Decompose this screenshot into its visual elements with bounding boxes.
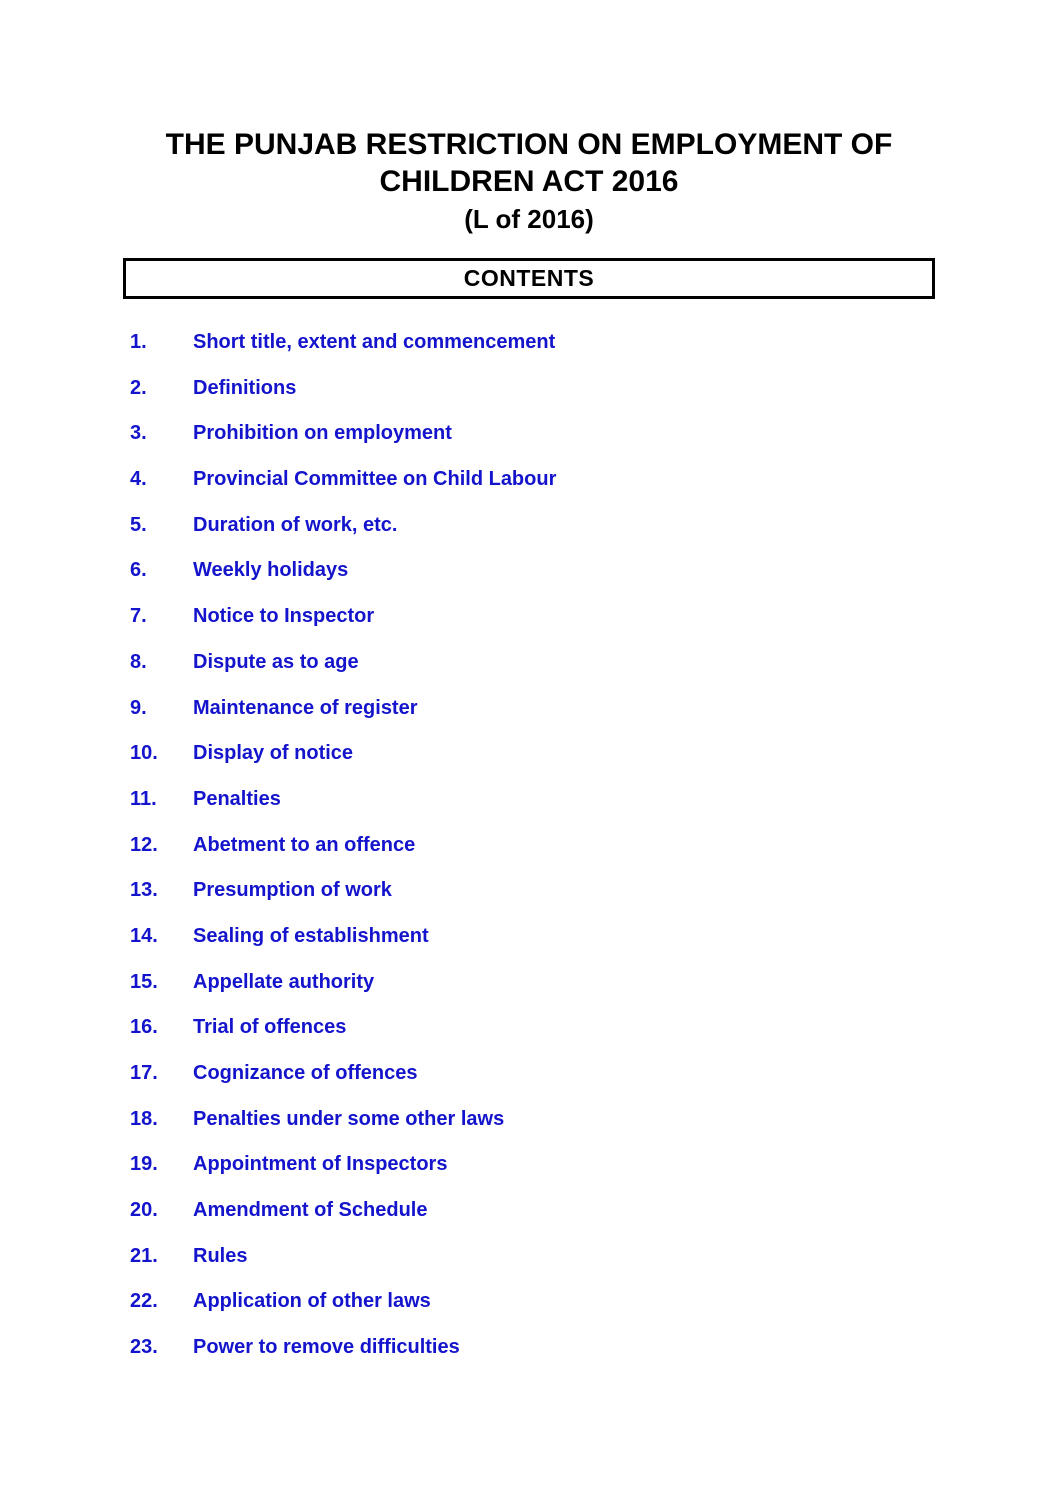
toc-item-number: 13. — [130, 879, 158, 902]
toc-item-label[interactable]: Notice to Inspector — [193, 605, 375, 628]
document-title-line2: CHILDREN ACT 2016 — [379, 165, 679, 198]
toc-item-number: 6. — [130, 559, 147, 582]
document-title — [0, 126, 1058, 200]
toc-item[interactable] — [130, 1061, 998, 1085]
toc-item[interactable] — [130, 558, 998, 582]
toc-item-label[interactable]: Dispute as to age — [193, 650, 359, 673]
contents-heading: CONTENTS — [463, 265, 595, 291]
toc-item-label[interactable]: Cognizance of offences — [193, 1062, 418, 1084]
toc-item[interactable] — [130, 741, 998, 765]
toc-item-number: 7. — [130, 605, 147, 628]
toc-item[interactable] — [130, 878, 998, 902]
toc-item[interactable] — [130, 1335, 998, 1359]
toc-item[interactable] — [130, 1244, 998, 1268]
toc-item[interactable] — [130, 787, 998, 811]
toc-item[interactable] — [130, 376, 998, 400]
toc-item-label[interactable]: Prohibition on employment — [193, 422, 452, 445]
toc-item-number: 19. — [130, 1153, 158, 1176]
toc-item-number: 9. — [130, 696, 147, 719]
toc-item[interactable] — [130, 1107, 998, 1131]
toc-item-number: 11. — [130, 787, 157, 810]
toc-item[interactable] — [130, 1198, 998, 1222]
toc-item-label[interactable]: Display of notice — [193, 742, 354, 765]
toc-item[interactable] — [130, 513, 998, 537]
toc-item[interactable] — [130, 924, 998, 948]
toc-list — [130, 330, 998, 1381]
toc-item-label[interactable]: Penalties — [193, 787, 281, 810]
toc-item-number: 15. — [130, 970, 158, 993]
toc-item-label[interactable]: Abetment to an offence — [193, 833, 416, 856]
toc-item-label[interactable]: Definitions — [193, 376, 297, 399]
toc-item-label[interactable]: Appellate authority — [193, 970, 375, 993]
toc-item-label[interactable]: Rules — [193, 1244, 248, 1267]
toc-item[interactable] — [130, 650, 998, 674]
act-number-subtitle: (L of 2016) — [464, 204, 594, 234]
toc-item-label[interactable]: Power to remove difficulties — [193, 1336, 460, 1359]
document-title-line1: THE PUNJAB RESTRICTION ON EMPLOYMENT OF — [165, 128, 893, 161]
toc-item-number: 14. — [130, 924, 158, 947]
toc-item-label[interactable]: Presumption of work — [193, 879, 392, 902]
toc-item-label[interactable]: Weekly holidays — [193, 559, 349, 582]
toc-item-label[interactable]: Application of other laws — [193, 1290, 431, 1313]
toc-item-number: 17. — [130, 1062, 158, 1084]
toc-item[interactable] — [130, 696, 998, 720]
toc-item[interactable] — [130, 467, 998, 491]
toc-item-number: 20. — [130, 1199, 158, 1222]
toc-item-number: 16. — [130, 1016, 158, 1039]
toc-item[interactable] — [130, 1015, 998, 1039]
toc-item-label[interactable]: Trial of offences — [193, 1016, 347, 1039]
toc-item-label[interactable]: Provincial Committee on Child Labour — [193, 468, 557, 491]
toc-item[interactable] — [130, 330, 998, 354]
toc-item-number: 10. — [130, 742, 158, 765]
toc-item[interactable] — [130, 970, 998, 994]
toc-item-number: 18. — [130, 1107, 158, 1130]
toc-item[interactable] — [130, 1152, 998, 1176]
toc-item-label[interactable]: Sealing of establishment — [193, 924, 429, 947]
toc-item-number: 8. — [130, 650, 147, 673]
toc-item[interactable] — [130, 833, 998, 857]
contents-box — [123, 258, 935, 299]
toc-item[interactable] — [130, 421, 998, 445]
toc-item-label[interactable]: Duration of work, etc. — [193, 513, 398, 536]
toc-item-number: 1. — [130, 331, 147, 353]
toc-item-number: 23. — [130, 1336, 158, 1359]
toc-item-label[interactable]: Maintenance of register — [193, 696, 418, 719]
toc-item-number: 22. — [130, 1290, 158, 1313]
toc-item-label[interactable]: Amendment of Schedule — [193, 1199, 428, 1222]
toc-item-number: 5. — [130, 513, 147, 536]
toc-item[interactable] — [130, 1289, 998, 1313]
toc-item-number: 4. — [130, 468, 147, 491]
toc-item-number: 21. — [130, 1244, 158, 1267]
toc-item-number: 12. — [130, 833, 158, 856]
toc-item[interactable] — [130, 604, 998, 628]
toc-item-label[interactable]: Appointment of Inspectors — [193, 1153, 448, 1176]
toc-item-number: 3. — [130, 422, 147, 445]
toc-item-label[interactable]: Short title, extent and commencement — [193, 331, 556, 353]
toc-item-label[interactable]: Penalties under some other laws — [193, 1107, 505, 1130]
toc-item-number: 2. — [130, 376, 147, 399]
